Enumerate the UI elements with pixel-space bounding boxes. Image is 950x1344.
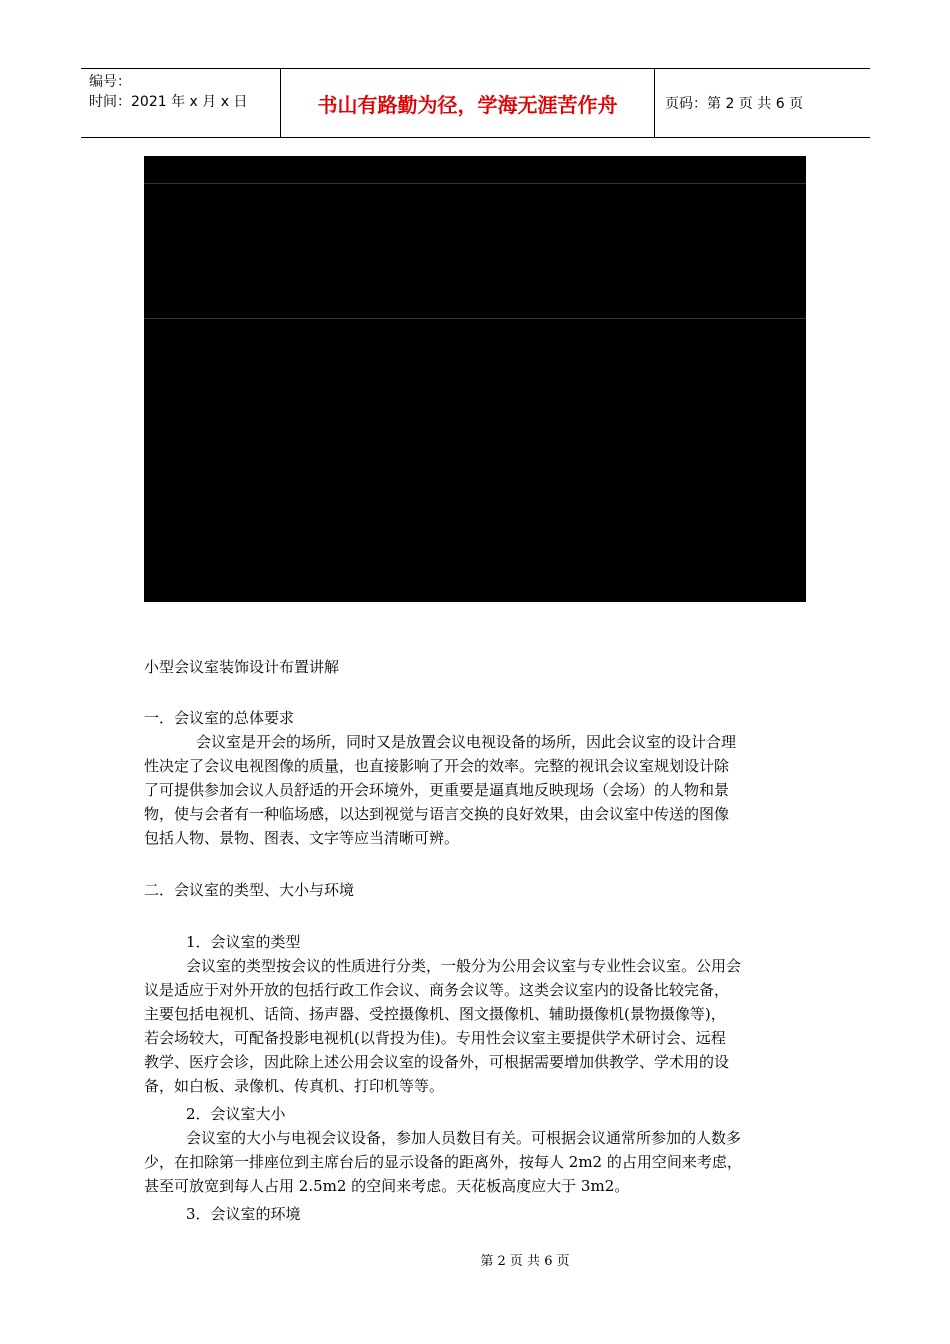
paragraph-line: 甚至可放宽到每人占用 2.5m2 的空间来考虑。天花板高度应大于 3m2。 (144, 1177, 630, 1195)
paragraph-line: 备，如白板、录像机、传真机、打印机等等。 (144, 1077, 445, 1095)
paragraph-line: 少，在扣除第一排座位到主席台后的显示设备的距离外，按每人 2m2 的占用空间来考虑， (144, 1153, 742, 1171)
paragraph-line: 性决定了会议电视图像的质量，也直接影响了开会的效率。完整的视讯会议室规划设计除 (144, 757, 730, 775)
paragraph-line: 会议室是开会的场所，同时又是放置会议电视设备的场所，因此会议室的设计合理 (196, 733, 737, 751)
para-grounding: 接地是电源系统中比较重要的问题。控制室或机房、会议室所需的地线，宜在控制室或机房设置的接地汇流排上引接。如果是单独设置接地体，接地电阻不应大于 4 欧姆；设置单独接地体有困难时，也可与其它接地系统合用接地体，接地电阻不应大于 0.3 欧姆。 (146, 509, 792, 575)
number-label: 编号： (89, 74, 131, 90)
subsection-heading: 1．会议室的类型 (186, 933, 301, 951)
dark-content-block (144, 156, 806, 602)
subsection-heading: 3．会议室的环境 (186, 1205, 301, 1223)
header-meta (81, 69, 281, 137)
paragraph-line: 若会场较大，可配备投影电视机(以背投为佳)。专用性会议室主要提供学术研讨会、远程 (144, 1029, 726, 1047)
page-header (81, 68, 870, 138)
doc-title: 小型会议室装饰设计布置讲解 (144, 658, 340, 676)
paragraph-line: 包括人物、景物、图表、文字等应当清晰可辨。 (144, 829, 460, 847)
header-page-label: 页码：第 2 页 共 6 页 (665, 96, 804, 112)
divider (144, 318, 806, 319)
page-footer: 第 2 页 共 6 页 (480, 1254, 570, 1269)
subsection-heading: 2．会议室大小 (186, 1105, 286, 1123)
heading-power: 4. 会议室供电系统 (146, 297, 273, 315)
paragraph-line: 物，使与会者有一种临场感，以达到视觉与语言交换的良好效果，由会议室中传送的图像 (144, 805, 730, 823)
time-label: 时间：2021 年 x 月 x 日 (89, 94, 248, 110)
para-power: 为了保证会议室供电系统的安全可靠，以减少经电源途径带来的电气串扰，应采用三套供电系统。一套供电系统作为会议室照明用电；第二套供电系统作为整个终端设备、控制室设备的供电、并采用不中断电源系统（UPS）；第三套供电系统用于空调的设备的供电。 (146, 347, 792, 413)
paragraph-line: 主要包括电视机、话筒、扬声器、受控摄像机、图文摄像机、辅助摄像机(景物摄像等)， (144, 1005, 726, 1023)
section-heading: 二．会议室的类型、大小与环境 (144, 881, 355, 899)
paragraph-line: 议是适应于对外开放的包括行政工作会议、商务会议等。这类会议室内的设备比较完备， (144, 981, 730, 999)
header-motto: 书山有路勤为径，学海无涯苦作舟 (281, 69, 655, 137)
heading-acoustics: 3. 会议室声学要求 (146, 161, 273, 179)
divider (144, 183, 806, 184)
paragraph-line: 会议室的类型按会议的性质进行分类，一般分为公用会议室与专业性会议室。公用会 (186, 957, 742, 975)
para-acoustics: 为保证声绝源与吸声效果，室内铺有地毯、天花板、四周墙壁内都装有隔音毯、窗户应采用双层玻璃，进出门应考虑隔间隔装置。 (146, 209, 792, 251)
paragraph-line: 教学、医疗会诊，因此除上述公用会议室的设备外，可根据需要增加供教学、学术用的设 (144, 1053, 730, 1071)
section-heading: 一．会议室的总体要求 (144, 709, 295, 727)
paragraph-line: 会议室的大小与电视会议设备，参加人员数目有关。可根据会议通常所参加的人数多 (186, 1129, 742, 1147)
paragraph-line: 了可提供参加会议人员舒适的开会环境外，更重要是逼真地反映现场（会场）的人物和景 (144, 781, 730, 799)
